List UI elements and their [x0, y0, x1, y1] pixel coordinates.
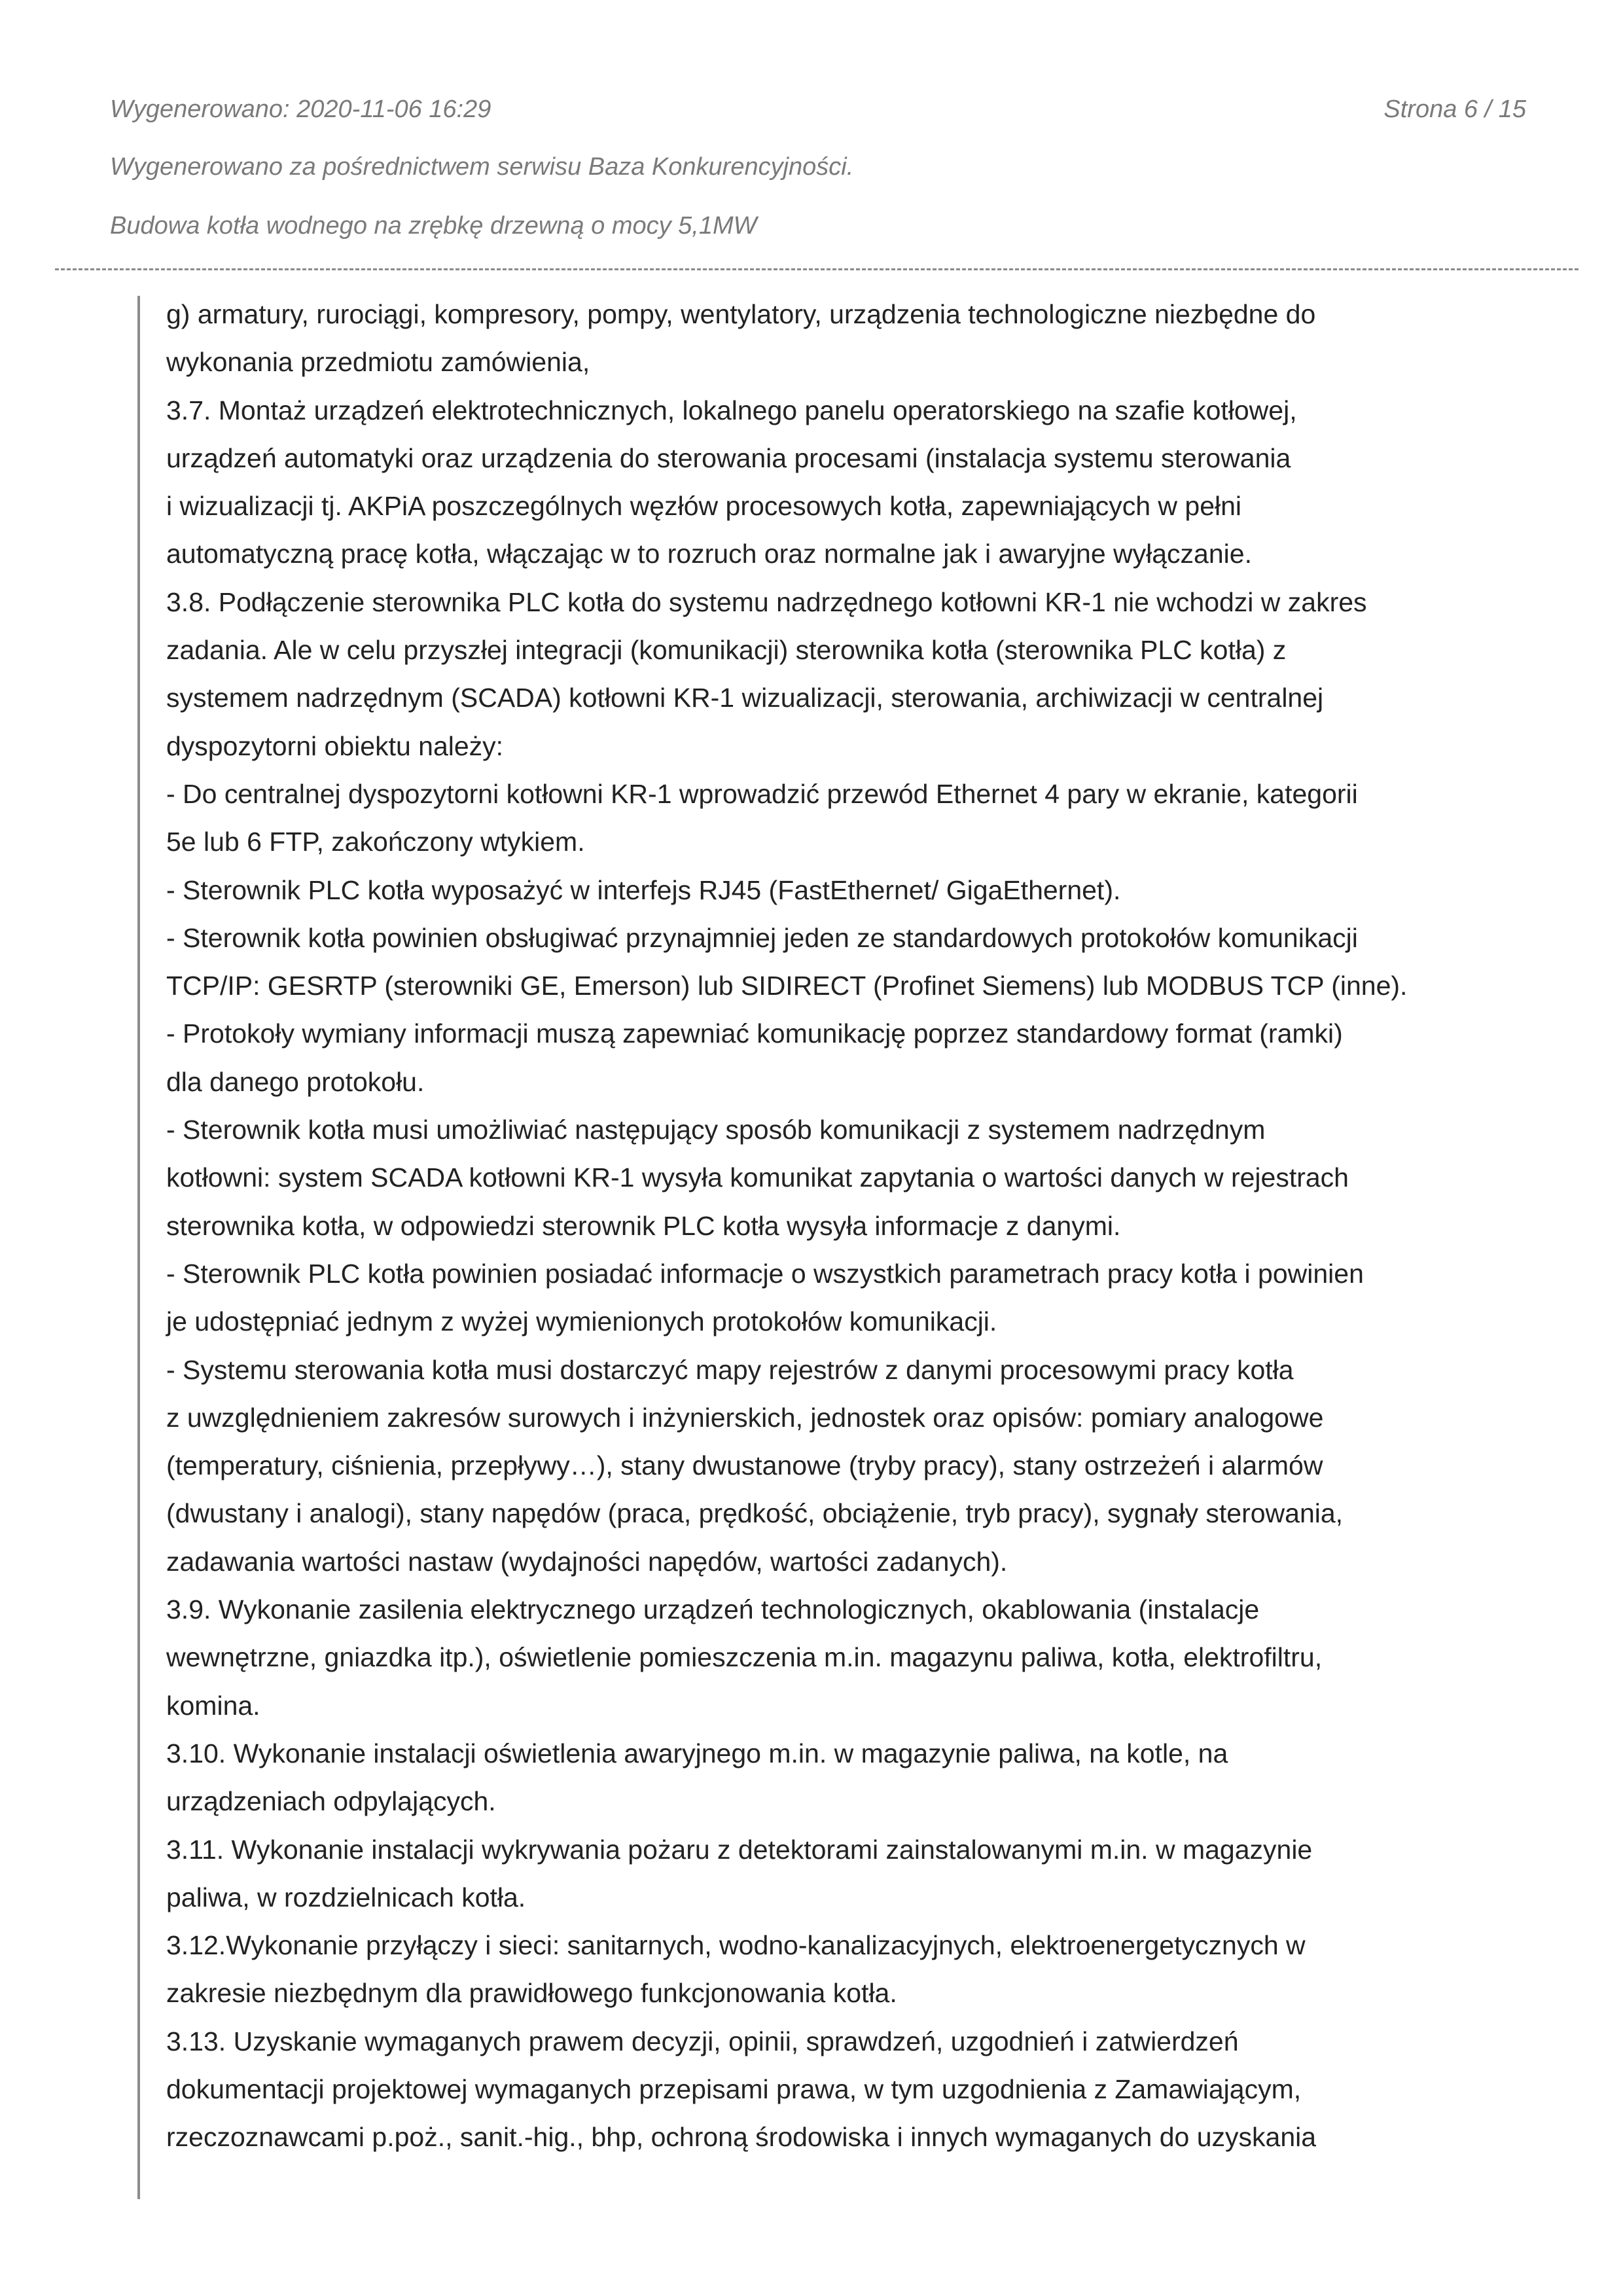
- body-line: - Sterownik kotła powinien obsługiwać przynajmniej jeden ze standardowych protokołów komunikacji: [166, 922, 1358, 953]
- body-line: rzeczoznawcami p.poż., sanit.-hig., bhp, ochroną środowiska i innych wymaganych do uzyskania: [166, 2122, 1317, 2153]
- header-divider: [55, 268, 1578, 270]
- body-line: sterownika kotła, w odpowiedzi sterownik PLC kotła wysyła informacje z danymi.: [166, 1210, 1121, 1241]
- body-line: - Systemu sterowania kotła musi dostarczyć mapy rejestrów z danymi procesowymi pracy kotła: [166, 1354, 1294, 1385]
- document-title: Budowa kotła wodnego na zrębkę drzewną o mocy 5,1MW: [110, 212, 757, 240]
- body-line: - Do centralnej dyspozytorni kotłowni KR-1 wprowadzić przewód Ethernet 4 pary w ekranie, kategorii: [166, 778, 1358, 809]
- body-line: dokumentacji projektowej wymaganych przepisami prawa, w tym uzgodnienia z Zamawiającym,: [166, 2073, 1302, 2104]
- body-line: - Sterownik PLC kotła wyposażyć w interfejs RJ45 (FastEthernet/ GigaEthernet).: [166, 874, 1121, 905]
- body-line: i wizualizacji tj. AKPiA poszczególnych węzłów procesowych kotła, zapewniających w pełni: [166, 491, 1242, 522]
- body-line: je udostępniać jednym z wyżej wymienionych protokołów komunikacji.: [166, 1306, 997, 1337]
- document-body: [166, 291, 1514, 2162]
- blockquote-bar: [137, 296, 140, 2199]
- body-line: - Sterownik PLC kotła powinien posiadać informacje o wszystkich parametrach pracy kotła i powinien: [166, 1258, 1364, 1289]
- generated-via-note: Wygenerowano za pośrednictwem serwisu Baza Konkurencyjności.: [110, 153, 854, 181]
- body-line: paliwa, w rozdzielnicach kotła.: [166, 1882, 526, 1912]
- body-line: kotłowni: system SCADA kotłowni KR-1 wysyła komunikat zapytania o wartości danych w rejestrach: [166, 1162, 1349, 1193]
- body-line: zakresie niezbędnym dla prawidłowego funkcjonowania kotła.: [166, 1978, 897, 2009]
- body-line: TCP/IP: GESRTP (sterowniki GE, Emerson) lub SIDIRECT (Profinet Siemens) lub MODBUS TCP (inne).: [166, 971, 1408, 1001]
- body-line: urządzeniach odpylających.: [166, 1786, 496, 1817]
- body-line: 5e lub 6 FTP, zakończony wtykiem.: [166, 827, 585, 857]
- body-line: dla danego protokołu.: [166, 1066, 425, 1097]
- body-line: systemem nadrzędnym (SCADA) kotłowni KR-1 wizualizacji, sterowania, archiwizacji w centralnej: [166, 683, 1324, 713]
- body-line: (temperatury, ciśnienia, przepływy…), stany dwustanowe (tryby pracy), stany ostrzeżeń i alarmów: [166, 1450, 1323, 1481]
- body-line: 3.8. Podłączenie sterownika PLC kotła do systemu nadrzędnego kotłowni KR-1 nie wchodzi w zakres: [166, 586, 1367, 617]
- body-line: zadania. Ale w celu przyszłej integracji (komunikacji) sterownika kotła (sterownika PLC kotła) z: [166, 635, 1287, 666]
- body-line: zadawania wartości nastaw (wydajności napędów, wartości zadanych).: [166, 1546, 1008, 1577]
- body-line: wewnętrzne, gniazdka itp.), oświetlenie pomieszczenia m.in. magazynu paliwa, kotła, elektrofiltru,: [166, 1642, 1323, 1673]
- generated-timestamp: Wygenerowano: 2020-11-06 16:29: [110, 96, 491, 123]
- body-line: 3.10. Wykonanie instalacji oświetlenia awaryjnego m.in. w magazynie paliwa, na kotle, na: [166, 1738, 1228, 1768]
- body-line: - Sterownik kotła musi umożliwiać następujący sposób komunikacji z systemem nadrzędnym: [166, 1115, 1266, 1145]
- body-line: 3.7. Montaż urządzeń elektrotechnicznych, lokalnego panelu operatorskiego na szafie kotłowej,: [166, 395, 1297, 425]
- body-line: komina.: [166, 1690, 260, 1721]
- body-line: - Protokoły wymiany informacji muszą zapewniać komunikację poprzez standardowy format (ramki): [166, 1018, 1343, 1049]
- body-line: (dwustany i analogi), stany napędów (praca, prędkość, obciążenie, tryb pracy), sygnały sterowania,: [166, 1498, 1344, 1529]
- body-line: 3.11. Wykonanie instalacji wykrywania pożaru z detektorami zainstalowanymi m.in. w magazynie: [166, 1834, 1313, 1865]
- body-line: dyspozytorni obiektu należy:: [166, 730, 504, 761]
- body-line: g) armatury, rurociągi, kompresory, pompy, wentylatory, urządzenia technologiczne niezbędne do: [166, 299, 1316, 329]
- body-line: wykonania przedmiotu zamówienia,: [166, 347, 590, 378]
- body-line: z uwzględnieniem zakresów surowych i inżynierskich, jednostek oraz opisów: pomiary analogowe: [166, 1402, 1324, 1433]
- body-line: 3.13. Uzyskanie wymaganych prawem decyzji, opinii, sprawdzeń, uzgodnień i zatwierdzeń: [166, 2026, 1239, 2056]
- page-number: Strona 6 / 15: [1383, 96, 1526, 123]
- body-line: 3.12.Wykonanie przyłączy i sieci: sanitarnych, wodno-kanalizacyjnych, elektroenergetycznych w: [166, 1930, 1306, 1961]
- body-line: automatyczną pracę kotła, włączając w to rozruch oraz normalne jak i awaryjne wyłączanie.: [166, 539, 1252, 569]
- body-line: urządzeń automatyki oraz urządzenia do sterowania procesami (instalacja systemu sterowania: [166, 442, 1291, 473]
- body-line: 3.9. Wykonanie zasilenia elektrycznego urządzeń technologicznych, okablowania (instalacje: [166, 1594, 1260, 1625]
